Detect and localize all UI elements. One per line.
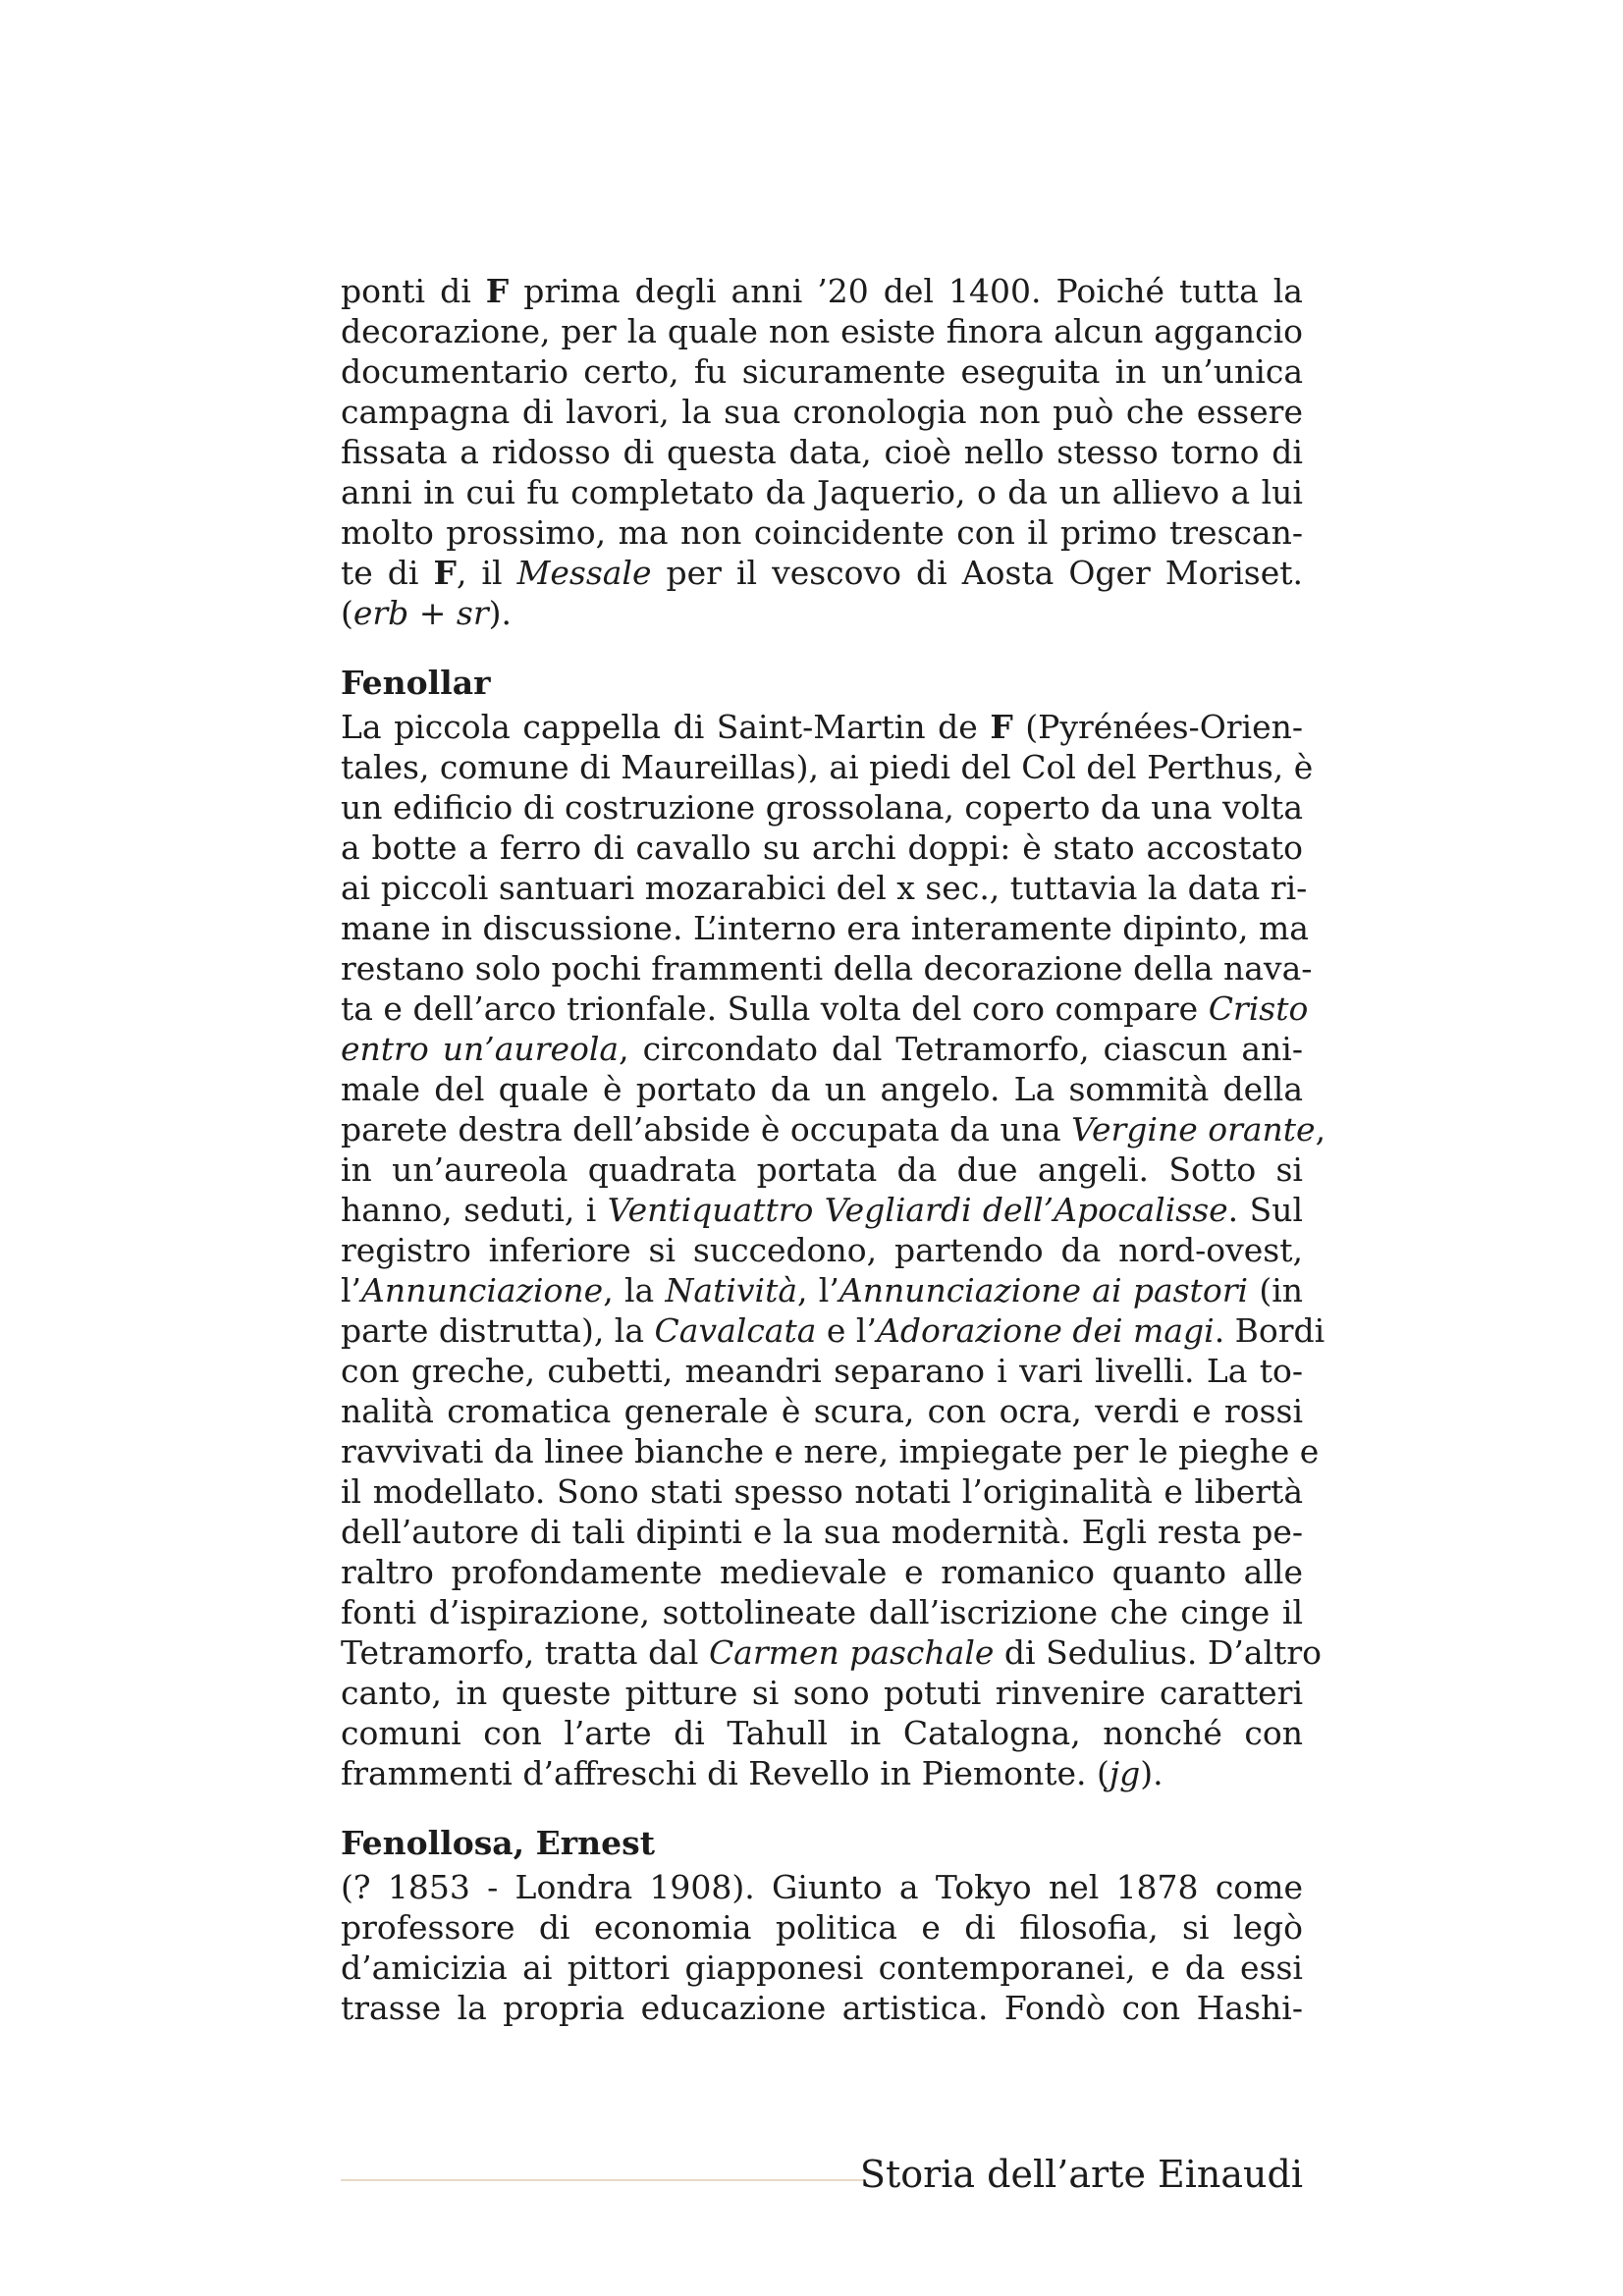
entry-title-fenollosa: Fenollosa, Ernest [341,1824,655,1862]
text-line: a botte a ferro di cavallo su archi doppi: è stato accostato [341,828,1303,867]
text-line: in un’aureola quadrata portata da due angeli. Sotto si [341,1150,1303,1189]
text-line: ponti di F prima degli anni ’20 del 1400. Poiché tutta la [341,272,1303,310]
text-line: decorazione, per la quale non esiste finora alcun aggancio [341,312,1303,350]
footer-publication-title: Storia dell’arte Einaudi [859,2153,1303,2196]
text-line: (erb + sr). [341,594,513,632]
text-line: restano solo pochi frammenti della decorazione della nava- [341,949,1313,988]
text-line: male del quale è portato da un angelo. La sommità della [341,1070,1303,1108]
page-footer [341,2145,1303,2204]
text-line: frammenti d’affreschi di Revello in Piemonte. (jg). [341,1754,1163,1792]
text-line: La piccola cappella di Saint-Martin de F (Pyrénées-Orien- [341,708,1304,746]
text-line: Tetramorfo, tratta dal Carmen paschale di Sedulius. D’altro [341,1633,1322,1672]
text-line: te di F, il Messale per il vescovo di Aosta Oger Moriset. [341,554,1304,592]
text-line: l’Annunciazione, la Natività, l’Annunciazione ai pastori (in [341,1271,1304,1309]
entry-title-fenollar: Fenollar [341,664,491,702]
text-line: parte distrutta), la Cavalcata e l’Adorazione dei magi. Bordi [341,1311,1325,1350]
text-line: il modellato. Sono stati spesso notati l’originalità e libertà [341,1472,1303,1511]
text-line: molto prossimo, ma non coincidente con il primo trescan- [341,513,1303,552]
text-line: trasse la propria educazione artistica. Fondò con Hashi- [341,1989,1303,2027]
text-line: ta e dell’arco trionfale. Sulla volta del coro compare Cristo [341,989,1309,1028]
text-line: un edificio di costruzione grossolana, coperto da una volta [341,788,1303,827]
text-line: entro un’aureola, circondato dal Tetramorfo, ciascun ani- [341,1030,1303,1068]
text-line: ravvivati da linee bianche e nere, impiegate per le pieghe e [341,1432,1320,1470]
text-line: mane in discussione. L’interno era interamente dipinto, ma [341,909,1309,947]
text-line: documentario certo, fu sicuramente eseguita in un’unica [341,352,1303,391]
text-line: tales, comune di Maureillas), ai piedi del Col del Perthus, è [341,748,1314,786]
text-line: dell’autore di tali dipinti e la sua modernità. Egli resta pe- [341,1513,1303,1551]
footer-rule [341,2179,864,2181]
text-line: fonti d’ispirazione, sottolineate dall’iscrizione che cinge il [341,1593,1303,1631]
text-line: nalità cromatica generale è scura, con ocra, verdi e rossi [341,1392,1303,1430]
text-line: campagna di lavori, la sua cronologia non può che essere [341,393,1303,431]
text-column [341,271,1326,2028]
text-line: (? 1853 - Londra 1908). Giunto a Tokyo nel 1878 come [341,1868,1303,1906]
text-line: comuni con l’arte di Tahull in Catalogna, nonché con [341,1714,1303,1752]
text-line: professore di economia politica e di filosofia, si legò [341,1908,1303,1947]
text-line: parete destra dell’abside è occupata da una Vergine orante, [341,1110,1326,1148]
text-line: canto, in queste pitture si sono potuti rinvenire caratteri [341,1674,1303,1712]
text-line: hanno, seduti, i Ventiquattro Vegliardi dell’Apocalisse. Sul [341,1191,1303,1229]
text-line: raltro profondamente medievale e romanico quanto alle [341,1553,1303,1591]
text-line: anni in cui fu completato da Jaquerio, o da un allievo a lui [341,473,1303,511]
text-line: con greche, cubetti, meandri separano i vari livelli. La to- [341,1352,1303,1390]
text-line: fissata a ridosso di questa data, cioè nello stesso torno di [341,433,1303,471]
text-line: ai piccoli santuari mozarabici del x sec., tuttavia la data ri- [341,869,1308,907]
text-line: registro inferiore si succedono, partendo da nord-ovest, [341,1231,1303,1269]
text-line: d’amicizia ai pittori giapponesi contemporanei, e da essi [341,1949,1303,1987]
